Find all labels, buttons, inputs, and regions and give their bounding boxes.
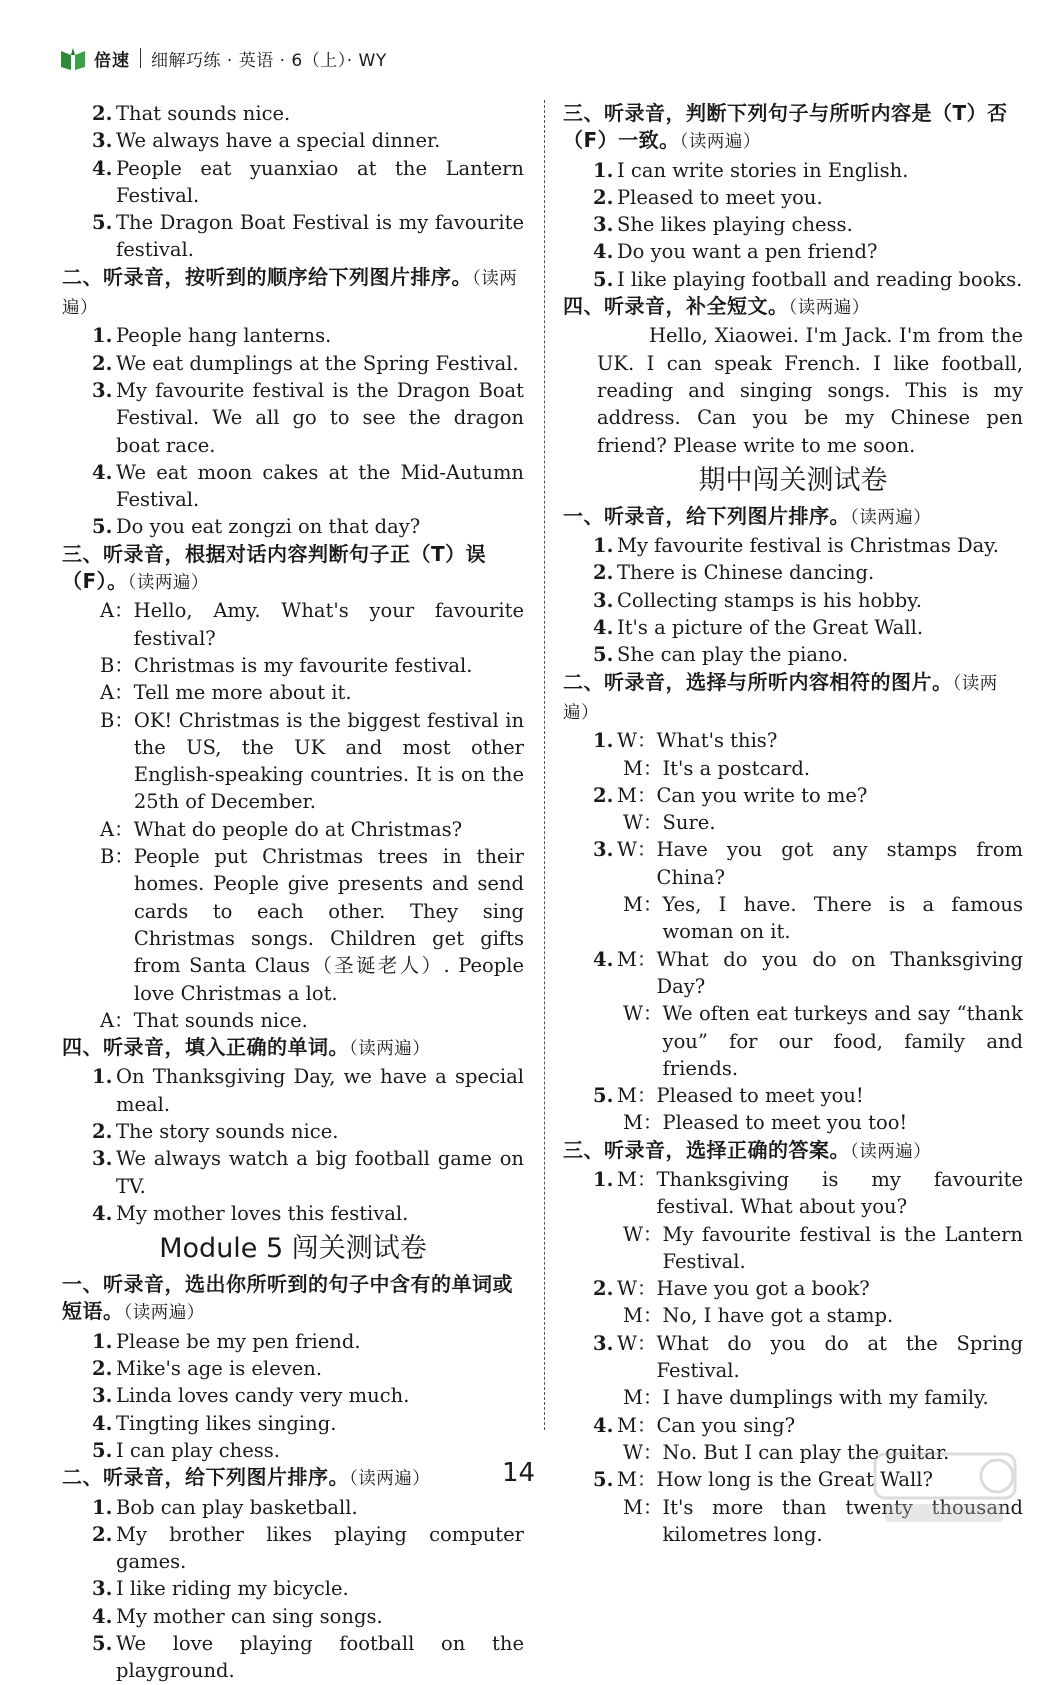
dialog-line: 3. W： What do you do at the Spring Festival. xyxy=(593,1331,1023,1383)
list-item: 2. There is Chinese dancing. xyxy=(593,561,875,585)
dialog-line: A： Hello, Amy. What's your favourite festival? xyxy=(100,599,524,650)
dialog-line: A： Tell me more about it. xyxy=(100,681,352,705)
dialog-line: 2. W： Have you got a book? xyxy=(593,1277,870,1301)
section-heading: 一、听录音，给下列图片排序。（读两遍） xyxy=(563,503,932,528)
list-item: 1. On Thanksgiving Day, we have a special meal. xyxy=(92,1065,524,1116)
dialog-line: B： OK! Christmas is the biggest festival in the US, the UK and most other English-speaking countries. It is on the 25th of December. xyxy=(100,708,524,814)
list-item: 1. I can write stories in English. xyxy=(593,158,909,182)
dialog-line: M： Yes, I have. There is a famous woman on it. xyxy=(623,893,1023,944)
dialog-line: 3. W： Have you got any stamps from China? xyxy=(593,838,1023,889)
column-divider xyxy=(544,100,545,1430)
section-heading: 二、听录音，按听到的顺序给下列图片排序。（读两遍） xyxy=(62,264,518,319)
dialog-line: 1. M： Thanksgiving is my favourite festival. What about you? xyxy=(593,1167,1023,1219)
list-item: 4. My mother loves this festival. xyxy=(92,1201,409,1225)
dialog-line: M： I have dumplings with my family. xyxy=(623,1386,989,1410)
passage: Hello, Xiaowei. I'm Jack. I'm from the UK. I can speak French. I like football, reading and singing songs. This is my address. Can you be my Chinese pen friend? Please write to me soon. xyxy=(597,324,1023,457)
section-heading: 三、听录音，判断下列句子与所听内容是（T）否（F）一致。（读两遍） xyxy=(563,101,1008,153)
list-item: 2. That sounds nice. xyxy=(92,102,291,125)
dialog-line: W： Sure. xyxy=(623,811,716,835)
page-number: 14 xyxy=(501,1458,536,1488)
dialog-line: M： It's more than twenty thousand kilometres long. xyxy=(623,1495,1023,1546)
section-heading: 一、听录音，选出你所听到的句子中含有的单词或短语。（读两遍） xyxy=(62,1272,513,1324)
dialog-line: M： Pleased to meet you too! xyxy=(623,1111,908,1135)
section-heading: 四、听录音，填入正确的单词。（读两遍） xyxy=(62,1035,431,1060)
brand-name: 倍速 xyxy=(94,50,130,71)
dialog-line: M： It's a postcard. xyxy=(623,756,811,780)
list-item: 4. People eat yuanxiao at the Lantern Festival. xyxy=(92,156,524,207)
list-item: 5. Do you eat zongzi on that day? xyxy=(92,515,421,539)
list-item: 1. Please be my pen friend. xyxy=(92,1329,361,1353)
list-item: 1. People hang lanterns. xyxy=(92,324,332,348)
list-item: 5. I can play chess. xyxy=(92,1438,280,1462)
list-item: 3. We always watch a big football game on TV. xyxy=(92,1147,524,1198)
left-column xyxy=(62,100,524,1685)
dialog-line: 2. M： Can you write to me? xyxy=(593,783,868,807)
list-item: 4. My mother can sing songs. xyxy=(92,1604,383,1628)
list-item: 4. It's a picture of the Great Wall. xyxy=(593,616,924,640)
list-item: 3. My favourite festival is the Dragon Boat Festival. We all go to see the dragon boat race. xyxy=(92,378,524,457)
list-item: 3. Linda loves candy very much. xyxy=(92,1384,410,1408)
list-item: 5. She can play the piano. xyxy=(593,643,849,667)
dialog-line: M： No, I have got a stamp. xyxy=(623,1304,894,1328)
list-item: 3. I like riding my bicycle. xyxy=(92,1577,349,1601)
book-logo-icon xyxy=(58,43,88,73)
list-item: 4. Tingting likes singing. xyxy=(92,1411,337,1435)
dialog-line: 5. M： How long is the Great Wall? xyxy=(593,1468,933,1492)
list-item: 4. We eat moon cakes at the Mid-Autumn Festival. xyxy=(92,460,524,512)
dialog-line: B： People put Christmas trees in their homes. People give presents and send cards to each other. They sing Christmas songs. Children get gifts from Santa Claus（圣诞老人）. People love Christmas a lot. xyxy=(100,845,524,1005)
dialog-line: B： Christmas is my favourite festival. xyxy=(100,653,473,677)
list-item: 1. Bob can play basketball. xyxy=(92,1495,358,1519)
dialog-line: 5. M： Pleased to meet you! xyxy=(593,1084,864,1108)
page-header xyxy=(58,40,387,76)
list-item: 1. My favourite festival is Christmas Day. xyxy=(593,534,999,558)
section-heading: 三、听录音，根据对话内容判断句子正（T）误（F）。（读两遍） xyxy=(62,541,487,594)
list-item: 4. Do you want a pen friend? xyxy=(593,240,878,264)
dialog-line: W： My favourite festival is the Lantern Festival. xyxy=(623,1222,1023,1273)
list-item: 3. Collecting stamps is his hobby. xyxy=(593,588,922,612)
section-heading: 三、听录音，选择正确的答案。（读两遍） xyxy=(563,1137,932,1162)
dialog-line: 1. W： What's this? xyxy=(593,729,778,753)
right-column xyxy=(563,100,1023,1548)
top-items xyxy=(62,100,524,264)
dialog-line: 4. M： What do you do on Thanksgiving Day? xyxy=(593,947,1023,998)
section-heading: 二、听录音，给下列图片排序。（读两遍） xyxy=(62,1465,431,1490)
section-heading: 四、听录音，补全短文。（读两遍） xyxy=(563,294,870,319)
list-item: 5. The Dragon Boat Festival is my favourite festival. xyxy=(92,211,524,262)
list-item: 5. We love playing football on the playground. xyxy=(92,1632,524,1683)
list-item: 2. We eat dumplings at the Spring Festival. xyxy=(92,351,519,375)
section-heading: 二、听录音，选择与所听内容相符的图片。（读两遍） xyxy=(563,669,998,723)
list-item: 2. Mike's age is eleven. xyxy=(92,1357,323,1381)
dialog-line: A： That sounds nice. xyxy=(100,1008,308,1032)
dialog-line: A： What do people do at Christmas? xyxy=(100,817,463,841)
list-item: 3. We always have a special dinner. xyxy=(92,129,441,153)
midterm-title: 期中闯关测试卷 xyxy=(698,464,888,496)
header-separator xyxy=(140,48,141,68)
module-title: Module 5 闯关测试卷 xyxy=(159,1233,427,1265)
watermark-logo-icon xyxy=(871,1448,1019,1528)
list-item: 2. Pleased to meet you. xyxy=(593,185,823,209)
book-title: 细解巧练 · 英语 · 6（上）· WY xyxy=(151,50,387,71)
dialog-line: W： We often eat turkeys and say “thank you” for our food, family and friends. xyxy=(623,1002,1023,1080)
list-item: 2. The story sounds nice. xyxy=(92,1119,339,1143)
list-item: 5. I like playing football and reading books. xyxy=(593,267,1023,291)
dialog-line: W： No. But I can play the guitar. xyxy=(623,1440,950,1464)
list-item: 3. She likes playing chess. xyxy=(593,213,853,237)
list-item: 2. My brother likes playing computer games. xyxy=(92,1522,524,1574)
dialog-line: 4. M： Can you sing? xyxy=(593,1413,796,1437)
